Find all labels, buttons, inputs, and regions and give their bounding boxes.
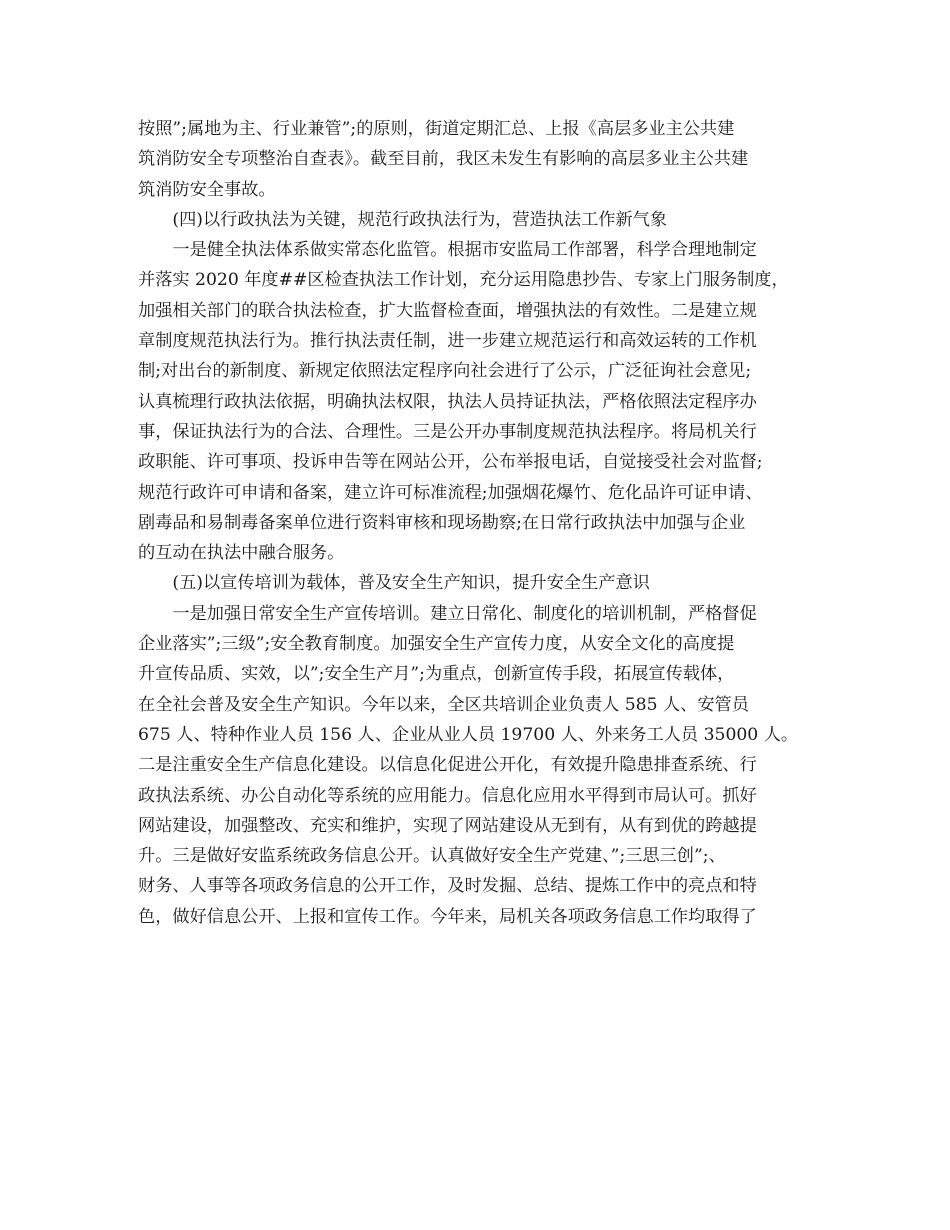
- text-line: 675 人、特种作业人员 156 人、企业从业人员 19700 人、外来务工人员 35000 人。: [138, 724, 799, 745]
- text-line: 按照”;属地为主、行业兼管”;的原则，街道定期汇总、上报《高层多业主公共建: [138, 119, 735, 139]
- text-line: 政职能、许可事项、投诉申告等在网站公开，公布举报电话，自觉接受社会对监督;: [138, 452, 763, 473]
- section-heading-5: (五)以宣传培训为载体，普及安全生产知识，提升安全生产意识: [138, 573, 650, 594]
- text-line: 并落实 2020 年度##区检查执法工作计划，充分运用隐患抄告、专家上门服务制度，: [138, 270, 789, 291]
- text-line: 制;对出台的新制度、新规定依照法定程序向社会进行了公示，广泛征询社会意见;: [138, 361, 752, 382]
- text-line: 升宣传品质、实效，以”;安全生产月”;为重点，创新宣传手段，拓展宣传载体，: [138, 664, 735, 685]
- text-line: 政执法系统、办公自动化等系统的应用能力。信息化应用水平得到市局认可。抓好: [138, 785, 757, 806]
- text-line: 章制度规范执法行为。推行执法责任制，进一步建立规范运行和高效运转的工作机: [138, 331, 757, 352]
- text-line: 筑消防安全专项整治自查表》。截至目前，我区未发生有影响的高层多业主公共建: [138, 149, 749, 170]
- section-heading-4: (四)以行政执法为关键，规范行政执法行为，营造执法工作新气象: [138, 209, 668, 230]
- text-line: 升。三是做好安监系统政务信息公开。认真做好安全生产党建、”;三思三创”;、: [138, 846, 726, 867]
- text-line: 一是健全执法体系做实常态化监管。根据市安监局工作部署，科学合理地制定: [138, 240, 757, 261]
- text-line: 网站建设，加强整改、充实和维护，实现了网站建设从无到有，从有到优的跨越提: [138, 815, 757, 836]
- text-line: 事，保证执法行为的合法、合理性。三是公开办事制度规范执法程序。将局机关行: [138, 421, 757, 442]
- text-line: 财务、人事等各项政务信息的公开工作，及时发掘、总结、提炼工作中的亮点和特: [138, 876, 757, 897]
- text-line: 加强相关部门的联合执法检查，扩大监督检查面，增强执法的有效性。二是建立规: [138, 300, 757, 321]
- text-line: 一是加强日常安全生产宣传培训。建立日常化、制度化的培训机制，严格督促: [138, 603, 757, 624]
- text-line: 二是注重安全生产信息化建设。以信息化促进公开化，有效提升隐患排查系统、行: [138, 755, 757, 776]
- text-line: 规范行政许可申请和备案，建立许可标准流程;加强烟花爆竹、危化品许可证申请、: [138, 482, 763, 503]
- text-line: 企业落实”;三级”;安全教育制度。加强安全生产宣传力度，从安全文化的高度提: [138, 634, 735, 655]
- text-line: 在全社会普及安全生产知识。今年以来，全区共培训企业负责人 585 人、安管员: [138, 694, 749, 715]
- text-line: 的互动在执法中融合服务。: [138, 543, 345, 564]
- text-line: 色，做好信息公开、上报和宣传工作。今年来，局机关各项政务信息工作均取得了: [138, 906, 757, 927]
- text-line: 认真梳理行政执法依据，明确执法权限，执法人员持证执法，严格依照法定程序办: [138, 391, 757, 412]
- text-line: 筑消防安全事故。: [138, 179, 276, 200]
- document-body: [138, 114, 818, 932]
- text-line: 剧毒品和易制毒备案单位进行资料审核和现场勘察;在日常行政执法中加强与企业: [138, 512, 746, 533]
